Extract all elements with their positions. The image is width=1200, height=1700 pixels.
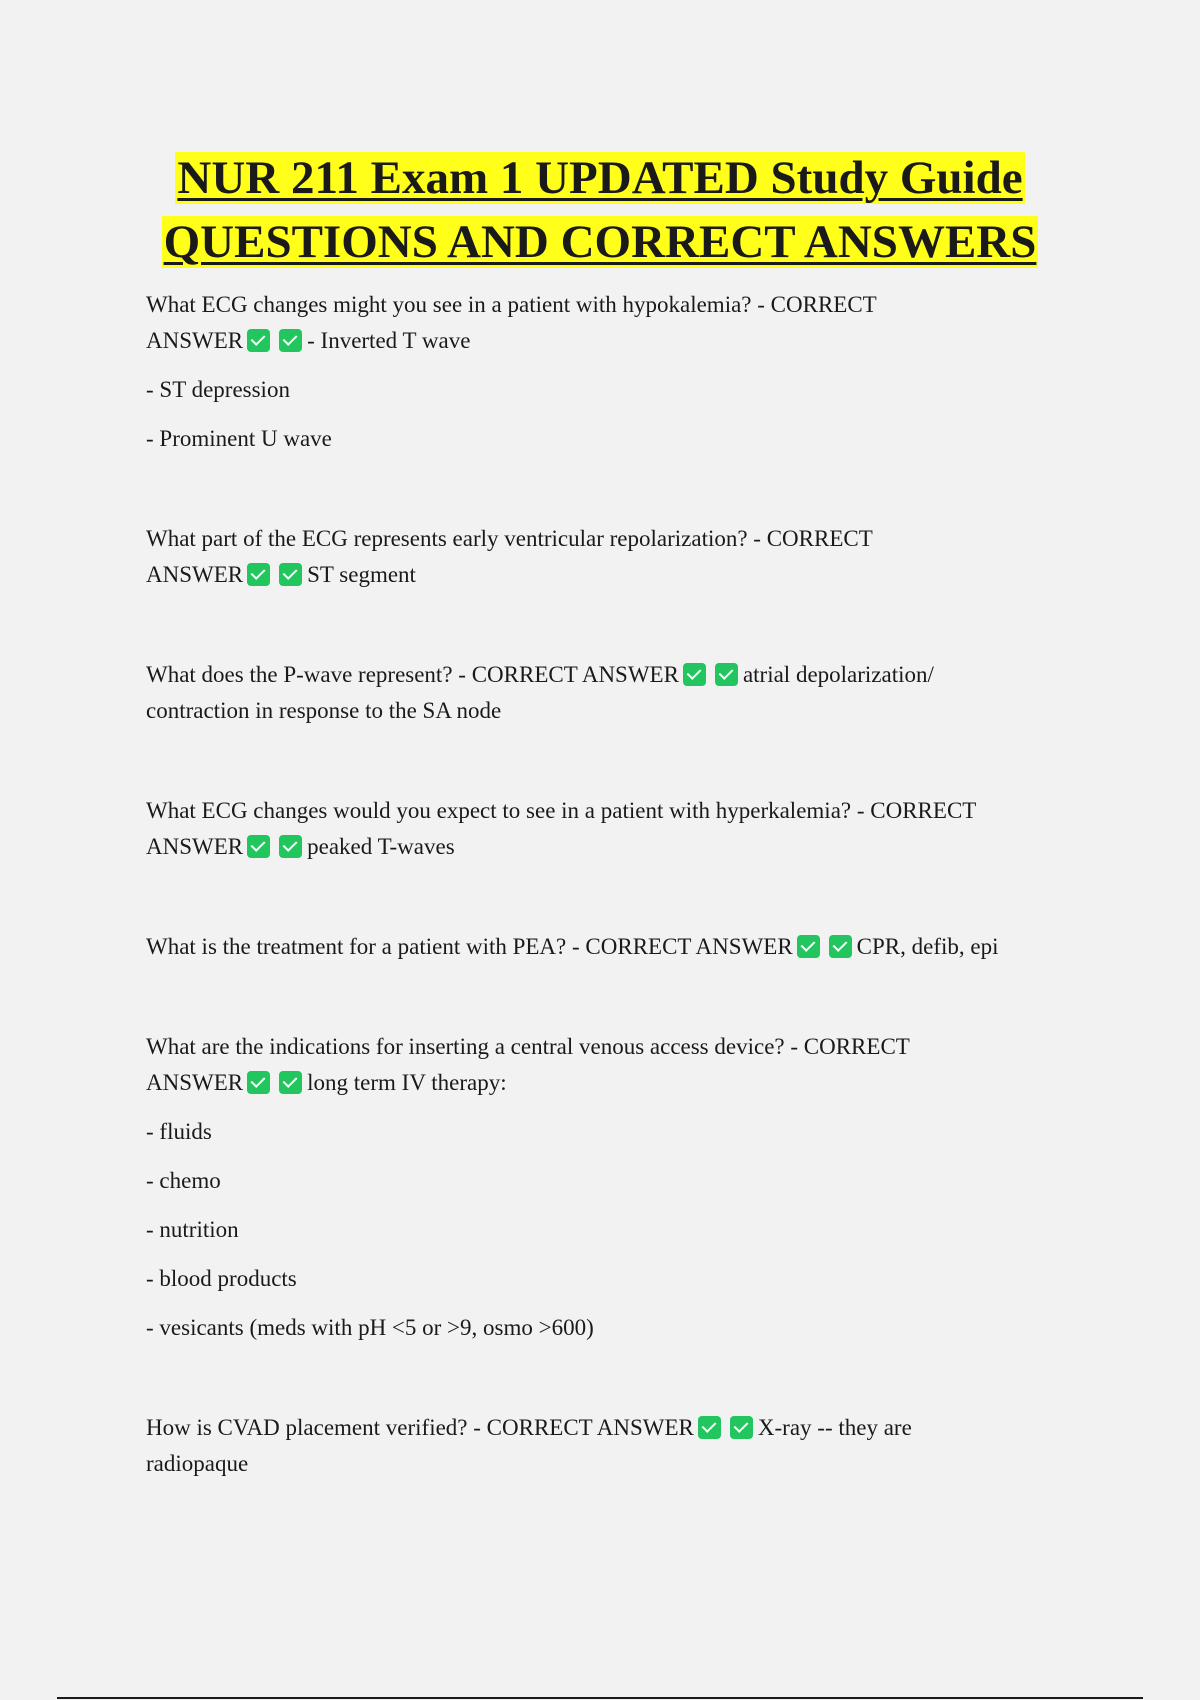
qa-item	[146, 657, 1076, 729]
question-text: How is CVAD placement verified? - CORRECT ANSWER	[146, 1415, 694, 1440]
check-mark-icon	[715, 663, 738, 686]
qa-text	[146, 521, 1076, 593]
question-text: What ECG changes would you expect to see in a patient with hyperkalemia? - CORRECT	[146, 798, 977, 823]
qa-item	[146, 929, 1076, 965]
check-mark-icon	[698, 1416, 721, 1439]
answer-text-continued: radiopaque	[146, 1451, 249, 1476]
qa-text	[146, 1410, 1076, 1482]
answer-list-item: - ST depression	[146, 377, 290, 402]
answer-text: long term IV therapy:	[307, 1070, 507, 1095]
answer-text: - Inverted T wave	[307, 328, 471, 353]
question-text-continued: ANSWER	[146, 562, 244, 587]
check-mark-icon	[247, 329, 270, 352]
question-text-continued: ANSWER	[146, 1070, 244, 1095]
question-text: What ECG changes might you see in a patient with hypokalemia? - CORRECT	[146, 292, 877, 317]
page-bottom-divider	[57, 1697, 1143, 1699]
answer-list-item: - Prominent U wave	[146, 426, 332, 451]
answer-list-item: - nutrition	[146, 1217, 239, 1242]
check-mark-icon	[279, 563, 302, 586]
question-text-continued: ANSWER	[146, 834, 244, 859]
qa-text	[146, 657, 1076, 729]
qa-item	[146, 1410, 1076, 1482]
qa-item	[146, 521, 1076, 593]
qa-text	[146, 287, 1076, 359]
answer-text: ST segment	[307, 562, 416, 587]
check-mark-icon	[730, 1416, 753, 1439]
check-mark-icon	[279, 1071, 302, 1094]
check-mark-icon	[247, 1071, 270, 1094]
title-line-1: NUR 211 Exam 1 UPDATED Study Guide	[177, 152, 1023, 204]
check-mark-icon	[247, 835, 270, 858]
question-text: What part of the ECG represents early ventricular repolarization? - CORRECT	[146, 526, 873, 551]
question-text: What is the treatment for a patient with PEA? - CORRECT ANSWER	[146, 934, 793, 959]
qa-list	[146, 287, 1076, 1546]
question-text-continued: ANSWER	[146, 328, 244, 353]
qa-text	[146, 793, 1076, 865]
answer-text: peaked T-waves	[307, 834, 455, 859]
answer-list-item: - chemo	[146, 1168, 221, 1193]
check-mark-icon	[247, 563, 270, 586]
answer-list-item: - fluids	[146, 1119, 212, 1144]
question-text: What does the P-wave represent? - CORRECT ANSWER	[146, 662, 679, 687]
qa-item	[146, 287, 1076, 457]
check-mark-icon	[683, 663, 706, 686]
answer-text-continued: contraction in response to the SA node	[146, 698, 502, 723]
answer-text: X-ray -- they are	[757, 1415, 912, 1440]
answer-text: atrial depolarization/	[742, 662, 934, 687]
qa-text	[146, 1029, 1076, 1101]
title-line-2: QUESTIONS AND CORRECT ANSWERS	[163, 216, 1037, 268]
answer-list-item: - vesicants (meds with pH <5 or >9, osmo >600)	[146, 1315, 594, 1340]
question-text: What are the indications for inserting a central venous access device? - CORRECT	[146, 1034, 910, 1059]
check-mark-icon	[279, 835, 302, 858]
qa-item	[146, 1029, 1076, 1346]
check-mark-icon	[797, 935, 820, 958]
qa-item	[146, 793, 1076, 865]
qa-text	[146, 929, 1076, 965]
check-mark-icon	[279, 329, 302, 352]
answer-text: CPR, defib, epi	[856, 934, 999, 959]
document-title	[0, 146, 1200, 274]
check-mark-icon	[829, 935, 852, 958]
answer-list-item: - blood products	[146, 1266, 297, 1291]
